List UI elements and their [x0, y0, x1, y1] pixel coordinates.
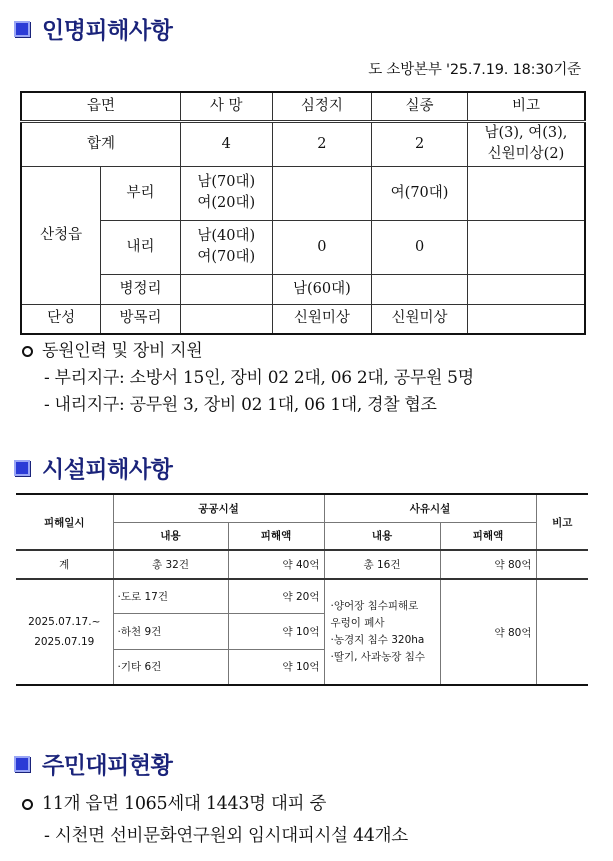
table-row — [16, 579, 588, 613]
public-amount: 약 20억 — [228, 579, 324, 613]
section-title: 인명피해사항 — [42, 18, 173, 44]
village-name: 병정리 — [101, 274, 181, 304]
public-amount: 약 10억 — [228, 613, 324, 649]
evacuation-summary: 11개 읍면 1065세대 1443명 대피 중 — [22, 788, 408, 820]
missing-cell: 0 — [372, 220, 468, 274]
total-public-content: 총 32건 — [113, 550, 228, 579]
header-private-content: 내용 — [324, 522, 440, 550]
evacuation-section-header — [14, 747, 172, 780]
facility-table — [16, 493, 588, 686]
cardiac-cell: 남(60대) — [272, 274, 372, 304]
village-name: 부리 — [101, 166, 181, 220]
public-content: ·기타 6건 — [113, 649, 228, 685]
table-row — [21, 304, 585, 334]
public-content: ·하천 9건 — [113, 613, 228, 649]
support-item: - 부리지구: 소방서 15인, 장비 02 2대, 06 2대, 공무원 5명 — [44, 368, 474, 388]
public-amount: 약 10억 — [228, 649, 324, 685]
table-row — [16, 550, 588, 579]
header-note: 비고 — [467, 92, 585, 121]
header-public-amount: 피해액 — [228, 522, 324, 550]
death-cell — [180, 274, 272, 304]
note-cell — [467, 274, 585, 304]
header-cardiac: 심정지 — [272, 92, 372, 121]
total-private-content: 총 16건 — [324, 550, 440, 579]
death-cell: 남(40대) 여(70대) — [180, 220, 272, 274]
village-name: 방목리 — [101, 304, 181, 334]
cardiac-cell — [272, 166, 372, 220]
header-town: 읍면 — [21, 92, 180, 121]
table-row — [21, 220, 585, 274]
support-item: - 내리지구: 공무원 3, 장비 02 1대, 06 1대, 경찰 협조 — [44, 395, 437, 415]
header-public-content: 내용 — [113, 522, 228, 550]
private-amount: 약 80억 — [440, 579, 536, 685]
note-cell — [467, 304, 585, 334]
total-missing: 2 — [372, 121, 468, 166]
facility-section-header — [14, 451, 172, 484]
section-title: 주민대피현황 — [42, 753, 173, 779]
total-private-amount: 약 80억 — [440, 550, 536, 579]
total-public-amount: 약 40억 — [228, 550, 324, 579]
blue-square-icon — [14, 756, 30, 772]
header-private: 사유시설 — [324, 494, 536, 522]
header-public: 공공시설 — [113, 494, 324, 522]
circle-bullet-icon — [22, 346, 33, 357]
header-private-amount: 피해액 — [440, 522, 536, 550]
table-row — [21, 166, 585, 220]
cardiac-cell: 0 — [272, 220, 372, 274]
table-row — [21, 121, 585, 166]
casualty-table — [20, 91, 586, 335]
table-row — [21, 274, 585, 304]
group-danseong: 단성 — [21, 304, 101, 334]
support-list — [22, 338, 474, 419]
total-note: 남(3), 여(3), 신원미상(2) — [467, 121, 585, 166]
evacuation-item: - 시천면 선비문화연구원외 임시대피시설 44개소 — [44, 826, 408, 846]
header-note: 비고 — [536, 494, 588, 550]
section-title: 시설피해사항 — [42, 457, 173, 483]
blue-square-icon — [14, 21, 30, 37]
total-label: 합계 — [21, 121, 180, 166]
missing-cell — [372, 274, 468, 304]
village-name: 내리 — [101, 220, 181, 274]
blue-square-icon — [14, 460, 30, 476]
death-cell: 남(70대) 여(20대) — [180, 166, 272, 220]
damage-date: 2025.07.17.~ 2025.07.19 — [16, 579, 113, 685]
cardiac-cell: 신원미상 — [272, 304, 372, 334]
support-title: 동원인력 및 장비 지원 — [22, 338, 474, 365]
death-cell — [180, 304, 272, 334]
header-date: 피해일시 — [16, 494, 113, 550]
note-cell — [536, 579, 588, 685]
circle-bullet-icon — [22, 799, 33, 810]
total-label: 계 — [16, 550, 113, 579]
missing-cell: 신원미상 — [372, 304, 468, 334]
total-cardiac: 2 — [272, 121, 372, 166]
header-death: 사 망 — [180, 92, 272, 121]
header-missing: 실종 — [372, 92, 468, 121]
missing-cell: 여(70대) — [372, 166, 468, 220]
private-content: ·양어장 침수피해로 우렁이 폐사 ·농경지 침수 320ha ·딸기, 사과농장 침수 — [324, 579, 440, 685]
source-note: 도 소방본부 '25.7.19. 18:30기준 — [368, 62, 581, 78]
note-cell — [467, 220, 585, 274]
group-sancheong: 산청읍 — [21, 166, 101, 304]
casualty-section-header — [14, 12, 172, 45]
public-content: ·도로 17건 — [113, 579, 228, 613]
total-note — [536, 550, 588, 579]
evacuation-list — [22, 788, 408, 852]
note-cell — [467, 166, 585, 220]
total-death: 4 — [180, 121, 272, 166]
